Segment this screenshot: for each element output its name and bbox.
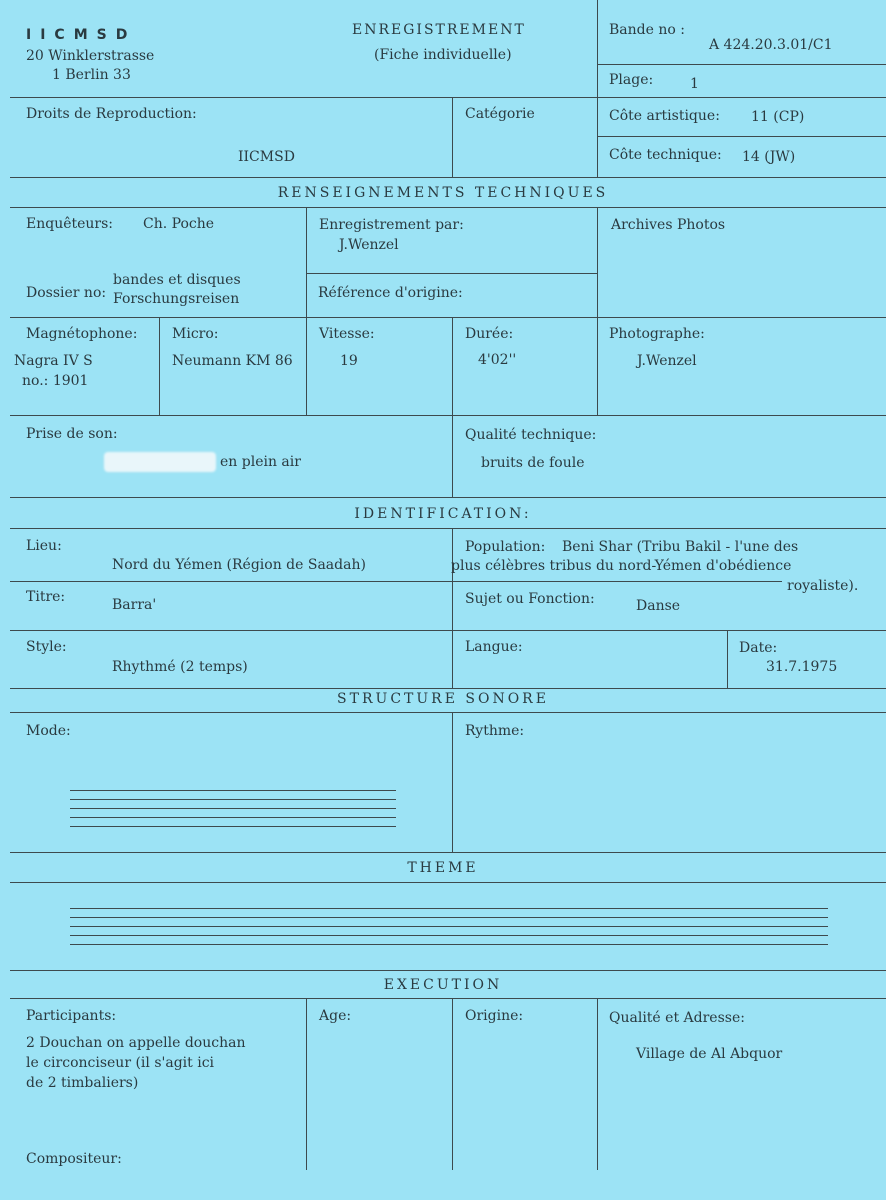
enqueteurs-value: Ch. Poche bbox=[143, 216, 215, 232]
divider bbox=[597, 207, 598, 415]
bande-value: A 424.20.3.01/C1 bbox=[709, 37, 833, 53]
enregistrement-label: Enregistrement par: bbox=[319, 217, 464, 233]
qualite-adresse-value: Village de Al Abquor bbox=[636, 1046, 783, 1062]
prise-label: Prise de son: bbox=[26, 426, 118, 442]
origine-label: Origine: bbox=[465, 1008, 524, 1024]
divider bbox=[452, 317, 453, 415]
divider bbox=[597, 136, 886, 137]
photographe-label: Photographe: bbox=[609, 326, 705, 342]
sujet-value: Danse bbox=[636, 598, 681, 614]
staff-line bbox=[70, 790, 396, 791]
divider bbox=[10, 882, 886, 883]
divider bbox=[10, 415, 886, 416]
population-label: Population: bbox=[465, 539, 546, 555]
divider bbox=[10, 581, 452, 582]
photographe-value: J.Wenzel bbox=[637, 353, 697, 369]
staff-line bbox=[70, 826, 396, 827]
micro-value: Neumann KM 86 bbox=[172, 353, 293, 369]
divider bbox=[306, 998, 307, 1170]
divider bbox=[597, 97, 598, 177]
divider bbox=[159, 317, 160, 415]
redacted-field bbox=[104, 452, 216, 472]
micro-label: Micro: bbox=[172, 326, 219, 342]
age-label: Age: bbox=[319, 1008, 352, 1024]
divider bbox=[597, 64, 886, 65]
duree-label: Durée: bbox=[465, 326, 514, 342]
magnetophone-value-1: Nagra IV S bbox=[14, 353, 93, 369]
divider bbox=[597, 998, 598, 1170]
cote-artistique-label: Côte artistique: bbox=[609, 108, 720, 124]
vitesse-label: Vitesse: bbox=[319, 326, 375, 342]
bande-label: Bande no : bbox=[609, 22, 685, 38]
divider bbox=[597, 0, 598, 97]
section-theme: THEME bbox=[407, 860, 479, 876]
qualite-label: Qualité technique: bbox=[465, 427, 597, 443]
population-value-1: Beni Shar (Tribu Bakil - l'une des bbox=[562, 539, 799, 555]
lieu-value: Nord du Yémen (Région de Saadah) bbox=[112, 557, 366, 573]
sujet-label: Sujet ou Fonction: bbox=[465, 591, 595, 607]
staff-line bbox=[70, 817, 396, 818]
enregistrement-value: J.Wenzel bbox=[339, 237, 399, 253]
langue-label: Langue: bbox=[465, 639, 523, 655]
titre-value: Barra' bbox=[112, 597, 157, 613]
divider bbox=[452, 998, 453, 1170]
section-identification: IDENTIFICATION: bbox=[354, 506, 532, 522]
divider bbox=[10, 630, 886, 631]
divider bbox=[452, 581, 782, 582]
population-value-2: plus célèbres tribus du nord-Yémen d'obédience bbox=[451, 558, 792, 574]
cote-technique-value: 14 (JW) bbox=[742, 149, 796, 165]
divider bbox=[452, 415, 453, 497]
reference-label: Référence d'origine: bbox=[318, 285, 463, 301]
participants-label: Participants: bbox=[26, 1008, 117, 1024]
divider bbox=[452, 712, 453, 852]
staff-line bbox=[70, 808, 396, 809]
droits-label: Droits de Reproduction: bbox=[26, 106, 197, 122]
compositeur-label: Compositeur: bbox=[26, 1151, 122, 1167]
participants-value-1: 2 Douchan on appelle douchan bbox=[26, 1035, 246, 1051]
divider bbox=[10, 497, 886, 498]
dossier-value-1: bandes et disques bbox=[113, 272, 241, 288]
divider bbox=[10, 207, 886, 208]
magnetophone-label: Magnétophone: bbox=[26, 326, 138, 342]
divider bbox=[306, 273, 597, 274]
divider bbox=[10, 712, 886, 713]
style-value: Rhythmé (2 temps) bbox=[112, 659, 248, 675]
lieu-label: Lieu: bbox=[26, 538, 62, 554]
divider bbox=[10, 528, 886, 529]
divider bbox=[10, 970, 886, 971]
org-logo: IICMSD bbox=[26, 27, 137, 43]
dossier-value-2: Forschungsreisen bbox=[113, 291, 240, 307]
droits-value: IICMSD bbox=[238, 149, 295, 165]
divider bbox=[10, 97, 886, 98]
participants-value-2: le circonciseur (il s'agit ici bbox=[26, 1055, 215, 1071]
dossier-label: Dossier no: bbox=[26, 285, 107, 301]
vitesse-value: 19 bbox=[340, 353, 358, 369]
divider bbox=[10, 852, 886, 853]
titre-label: Titre: bbox=[26, 589, 66, 605]
form-title: ENREGISTREMENT bbox=[352, 22, 526, 38]
rythme-label: Rythme: bbox=[465, 723, 525, 739]
section-structure: STRUCTURE SONORE bbox=[337, 691, 549, 707]
staff-line bbox=[70, 926, 828, 927]
prise-value: en plein air bbox=[220, 454, 301, 470]
divider bbox=[727, 630, 728, 688]
population-value-3: royaliste). bbox=[787, 578, 859, 594]
date-value: 31.7.1975 bbox=[766, 659, 838, 675]
staff-line bbox=[70, 917, 828, 918]
staff-line bbox=[70, 944, 828, 945]
staff-line bbox=[70, 908, 828, 909]
cote-artistique-value: 11 (CP) bbox=[751, 109, 805, 125]
section-execution: EXECUTION bbox=[383, 977, 503, 993]
section-technique: RENSEIGNEMENTS TECHNIQUES bbox=[277, 185, 609, 201]
divider bbox=[10, 688, 886, 689]
archives-label: Archives Photos bbox=[611, 217, 726, 233]
divider bbox=[306, 207, 307, 415]
date-label: Date: bbox=[739, 640, 778, 656]
divider bbox=[10, 998, 886, 999]
qualite-value: bruits de foule bbox=[481, 455, 585, 471]
plage-value: 1 bbox=[690, 76, 699, 92]
style-label: Style: bbox=[26, 639, 67, 655]
mode-label: Mode: bbox=[26, 723, 71, 739]
staff-line bbox=[70, 799, 396, 800]
qualite-adresse-label: Qualité et Adresse: bbox=[609, 1010, 745, 1026]
duree-value: 4'02'' bbox=[478, 352, 517, 368]
staff-line bbox=[70, 935, 828, 936]
divider bbox=[10, 317, 886, 318]
divider bbox=[452, 97, 453, 177]
cote-technique-label: Côte technique: bbox=[609, 147, 722, 163]
categorie-label: Catégorie bbox=[465, 106, 535, 122]
magnetophone-value-2: no.: 1901 bbox=[22, 373, 89, 389]
form-subtitle: (Fiche individuelle) bbox=[374, 47, 512, 63]
org-city: 1 Berlin 33 bbox=[52, 67, 131, 83]
enqueteurs-label: Enquêteurs: bbox=[26, 216, 114, 232]
plage-label: Plage: bbox=[609, 72, 654, 88]
divider bbox=[452, 528, 453, 688]
participants-value-3: de 2 timbaliers) bbox=[26, 1075, 139, 1091]
org-street: 20 Winklerstrasse bbox=[26, 48, 155, 64]
divider bbox=[10, 177, 886, 178]
